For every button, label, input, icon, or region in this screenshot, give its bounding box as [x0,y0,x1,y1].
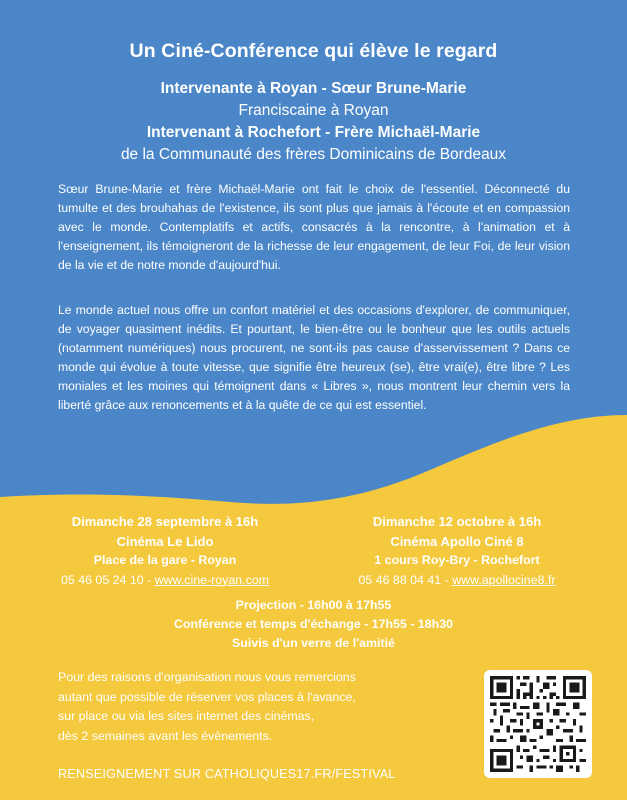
event-contact [322,571,592,591]
notice-line: sur place ou via les sites internet des cinémas, [58,709,315,723]
speaker-rochefort: Intervenant à Rochefort - Frère Michaël-Marie [146,124,481,141]
event-contact [30,571,300,591]
event-phone: 05 46 88 04 41 - [358,572,453,587]
event-website-link[interactable]: www.apollocine8.fr [452,572,556,587]
intro-paragraph: Sœur Brune-Marie et frère Michaël-Marie ont fait le choix de l'essentiel. Déconnecté du tumulte et des brouhahas de l'existence, ils sont plus que jamais à l'écoute et en compassion avec le monde. Contemplatifs et actifs, consacrés à la rencontre, à l'animation et à l'enseignement, ils témoigneront de la richesse de leur engagement, de leur Foi, de leur vision de la vie et de notre monde d'aujourd'hui. [58,182,570,272]
info-footer-link[interactable]: RENSEIGNEMENT SUR CATHOLIQUES17.FR/FESTIVAL [58,767,396,781]
speaker-royan-affiliation: Franciscaine à Royan [238,102,389,119]
schedule-block [0,596,627,653]
event-address: 1 cours Roy-Bry - Rochefort [374,553,540,567]
event-venue: Cinéma Le Lido [116,533,214,549]
event-royan [30,512,300,590]
schedule-projection: Projection - 16h00 à 17h55 [235,598,392,612]
speaker-rochefort-affiliation: de la Communauté des frères Dominicains de Bordeaux [120,146,507,163]
event-date: Dimanche 12 octobre à 16h [372,514,542,529]
speaker-royan: Intervenante à Royan - Sœur Brune-Marie [160,80,467,97]
page-title: Un Ciné-Conférence qui élève le regard [129,40,498,62]
event-address: Place de la gare - Royan [93,553,237,567]
event-website-link[interactable]: www.cine-royan.com [154,572,269,587]
reservation-notice [58,668,418,746]
schedule-conference: Conférence et temps d'échange - 17h55 - 18h30 [173,617,454,631]
qr-code-icon[interactable] [484,670,592,778]
notice-line: dès 2 semaines avant les évènements. [58,728,273,743]
event-phone: 05 46 05 24 10 - [60,572,155,587]
event-venue: Cinéma Apollo Ciné 8 [390,533,524,549]
event-date: Dimanche 28 septembre à 16h [71,514,259,529]
event-rochefort [322,512,592,590]
schedule-reception: Suivis d'un verre de l'amitié [232,636,395,650]
theme-paragraph: Le monde actuel nous offre un confort matériel et des occasions d'explorer, de communiquer, de voyager quasiment inédits. Et pourtant, le bien-être ou le bonheur que les outils actuels (notamment numériques) nous procurent, ne sont-ils pas cause d'asservissement ? Dans ce monde qui évolue à toute vitesse, que signifie être heureux (se), être vrai(e), être libre ? Les moniales et les moines qui témoignent dans « Libres », nous montrent leur chemin vers la liberté grâce aux renoncements et à la quête de ce qui est essentiel. [58,303,570,412]
notice-line: Pour des raisons d'organisation nous vous remercions [58,670,356,684]
notice-line: autant que possible de réserver vos places à l'avance, [58,689,356,704]
speakers-block [0,78,627,166]
